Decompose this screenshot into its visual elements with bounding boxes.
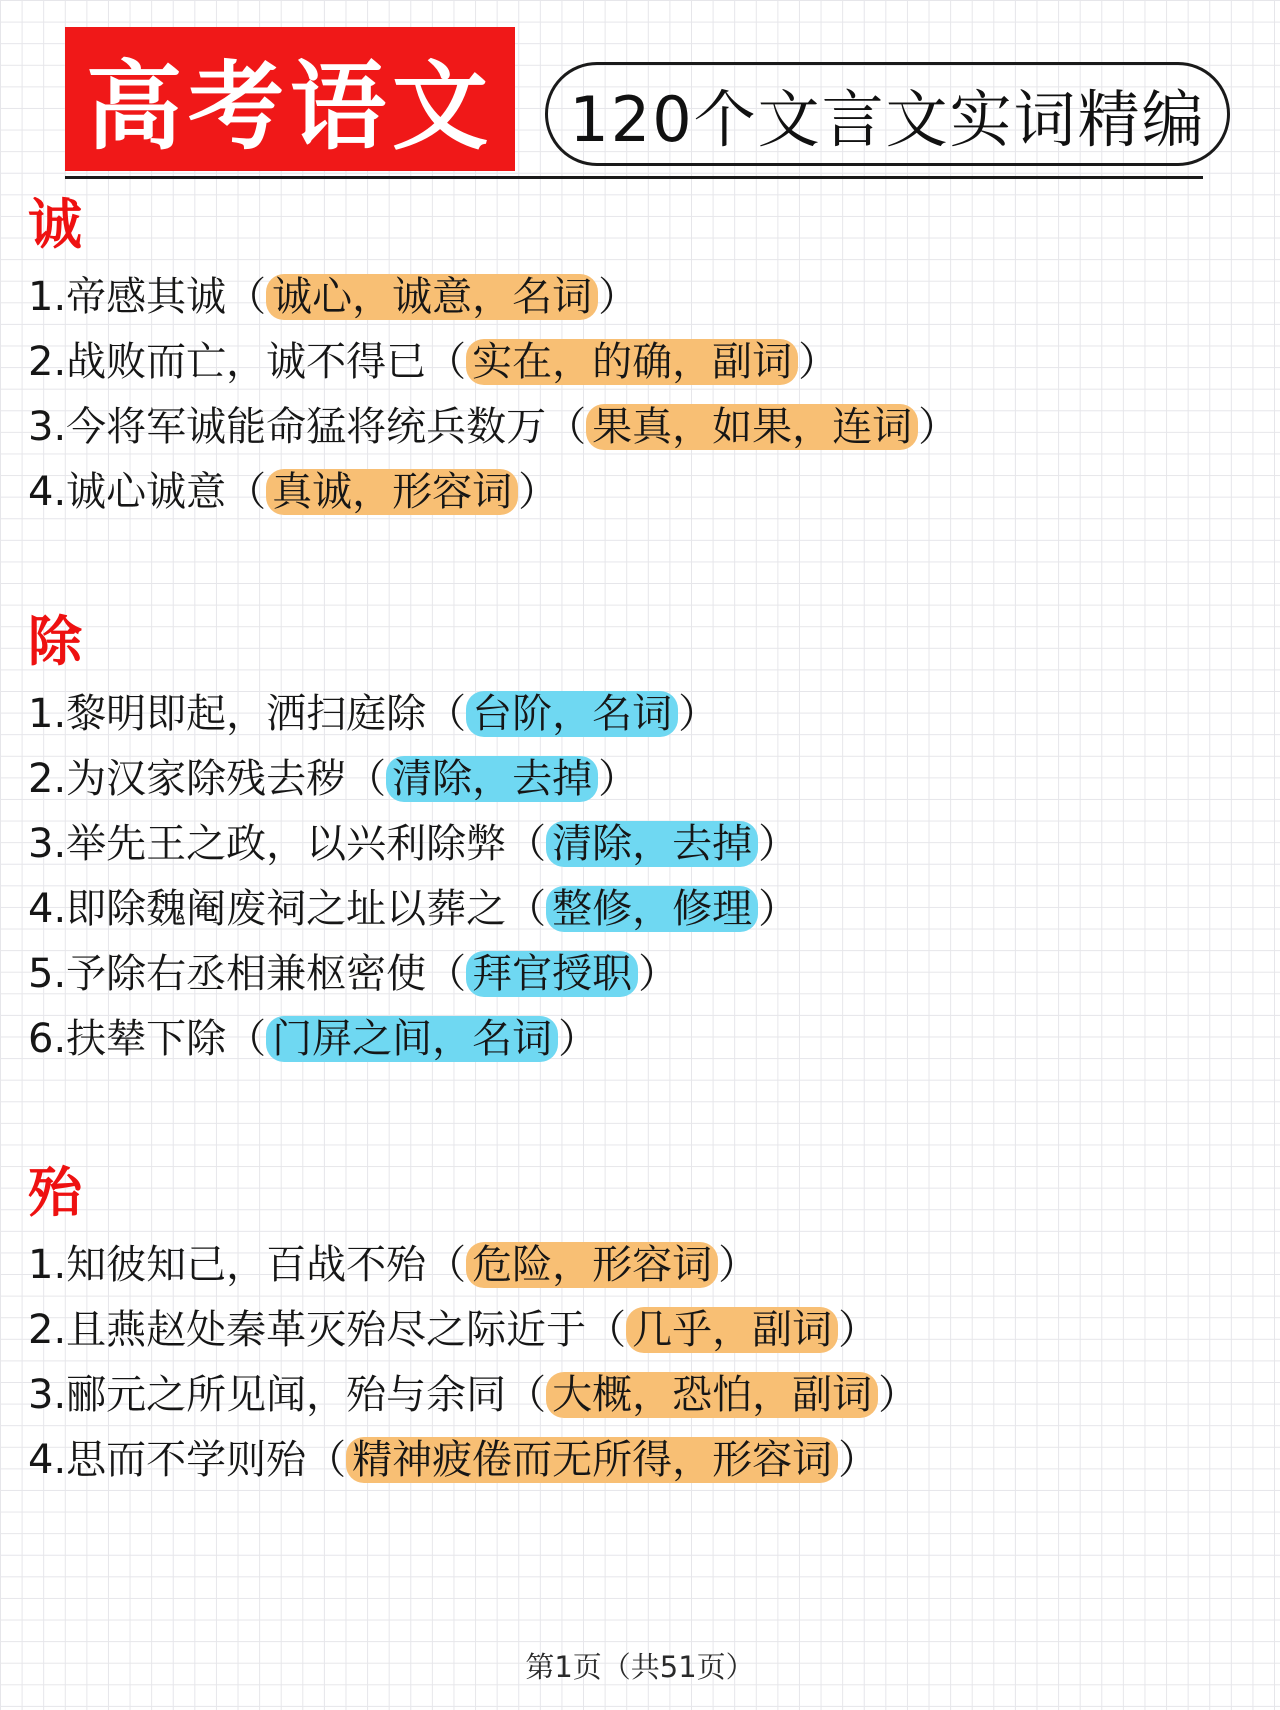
page-number: 第1页（共51页） [525, 1650, 755, 1684]
list-item: 2.且燕赵处秦革灭殆尽之际近于（ 几乎，副词 ） [28, 1307, 879, 1353]
section-heading: 诚 [28, 193, 82, 256]
list-item: 4.思而不学则殆（ 精神疲倦而无所得，形容词 ） [28, 1437, 879, 1483]
entry-list [28, 692, 798, 1082]
list-item: 1.知彼知己，百战不殆（ 危险，形容词 ） [28, 1242, 759, 1288]
subtitle-pill [545, 62, 1230, 166]
list-item: 2.战败而亡，诚不得已（ 实在，的确，副词 ） [28, 339, 839, 385]
entry-list [28, 1243, 918, 1503]
highlight-meaning: 真诚，形容词 [266, 469, 518, 515]
highlight-meaning: 清除，去掉 [546, 821, 758, 867]
list-item: 3.今将军诚能命猛将统兵数万（ 果真，如果，连词 ） [28, 404, 959, 450]
section-cheng [28, 195, 958, 535]
highlight-meaning: 门屏之间，名词 [266, 1016, 558, 1062]
list-item: 3.郦元之所见闻，殆与余同（ 大概，恐怕，副词 ） [28, 1372, 919, 1418]
section-heading: 殆 [28, 1161, 82, 1224]
highlight-meaning: 诚心，诚意，名词 [266, 274, 598, 320]
highlight-meaning: 拜官授职 [466, 951, 638, 997]
section-dai [28, 1163, 918, 1503]
highlight-meaning: 实在，的确，副词 [466, 339, 798, 385]
list-item: 4.即除魏阉废祠之址以葬之（ 整修，修理 ） [28, 886, 799, 932]
title-divider [65, 176, 1203, 179]
title-banner [65, 27, 515, 171]
highlight-meaning: 精神疲倦而无所得，形容词 [346, 1437, 838, 1483]
highlight-meaning: 几乎，副词 [626, 1307, 838, 1353]
highlight-meaning: 大概，恐怕，副词 [546, 1372, 878, 1418]
list-item: 6.扶辇下除（ 门屏之间，名词 ） [28, 1016, 599, 1062]
highlight-meaning: 整修，修理 [546, 886, 758, 932]
page-title: 高考语文 [86, 50, 494, 163]
highlight-meaning: 危险，形容词 [466, 1242, 718, 1288]
section-heading: 除 [28, 610, 82, 673]
list-item: 1.帝感其诚（ 诚心，诚意，名词 ） [28, 274, 639, 320]
list-item: 3.举先王之政，以兴利除弊（ 清除，去掉 ） [28, 821, 799, 867]
highlight-meaning: 台阶，名词 [466, 691, 678, 737]
list-item: 5.予除右丞相兼枢密使（ 拜官授职 ） [28, 951, 679, 997]
section-chu [28, 612, 798, 1082]
list-item: 4.诚心诚意（ 真诚，形容词 ） [28, 469, 559, 515]
page-subtitle: 120个文言文实词精编 [569, 82, 1206, 156]
highlight-meaning: 果真，如果，连词 [586, 404, 918, 450]
list-item: 1.黎明即起，洒扫庭除（ 台阶，名词 ） [28, 691, 719, 737]
list-item: 2.为汉家除残去秽（ 清除，去掉 ） [28, 756, 639, 802]
highlight-meaning: 清除，去掉 [386, 756, 598, 802]
entry-list [28, 275, 958, 535]
